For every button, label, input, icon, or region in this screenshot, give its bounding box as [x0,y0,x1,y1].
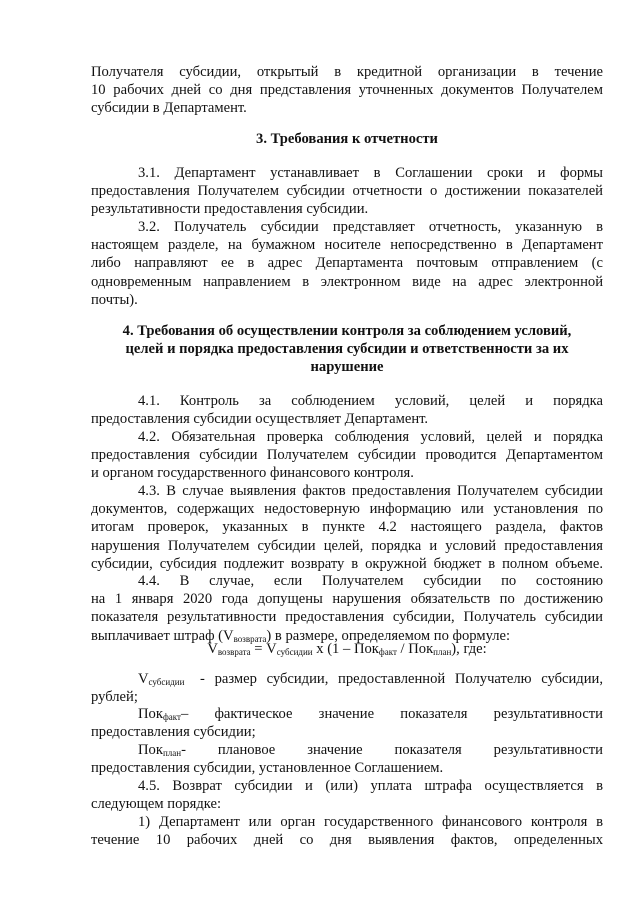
text-line: 4.5. Возврат субсидии и (или) уплата штрафа осуществляется в [138,778,603,794]
formula-part: V [207,641,218,657]
text-line: Получателя субсидии, открытый в кредитной организации в течение [91,64,603,80]
text-line: 4.1. Контроль за соблюдением условий, целей и порядка [138,393,603,409]
text-line: субсидии в Департамент. [91,100,247,117]
text-line: документов, содержащих недостоверную информацию или установления по [91,501,603,518]
text-fragment [138,741,181,759]
text-line [91,670,603,688]
subscript: план [433,647,452,657]
paragraph-3-1 [91,164,603,219]
text-line: 4.3. В случае выявления фактов предоставления Получателем субсидии [138,483,603,499]
subscript: факт [378,647,397,657]
term: Пок [138,706,163,722]
formula-part: x (1 – Пок [312,641,379,657]
definition-pok-plan [91,741,603,777]
text-line: 4.4. В случае, если Получателем субсидии по состоянию [138,573,603,589]
text-line: либо направляют ее в адрес Департамента почтовым отправлением (с [91,255,603,272]
subscript: субсидии [148,677,185,687]
definition-pok-fact [91,705,603,741]
text-line: нарушения Получателем субсидии целей, порядка и условий предоставления [91,537,603,554]
paragraph-3-2 [91,218,603,309]
text-line: 1) Департамент или орган государственного финансового контроля в [138,814,603,830]
subscript: субсидии [276,647,313,657]
text-line: субсидии, субсидия подлежит возврату в окружной бюджет в полном объеме. [91,555,603,572]
text-line: на 1 января 2020 года допущены нарушения обязательств по достижению [91,591,603,608]
text-line: предоставления Получателем субсидии отчетности о достижении показателей [91,183,603,200]
text-line: 3.2. Получатель субсидии представляет отчетность, указанную в [138,219,603,235]
text-line: одновременным направлением в электронном виде на адрес электронной [91,273,603,290]
text-line: 4.2. Обязательная проверка соблюдения условий, целей и порядка [138,429,603,445]
text-line: предоставления субсидии Получателем субсидии проводится Департаментом [91,447,603,464]
paragraph-4-3 [91,482,603,573]
heading-line: целей и порядка предоставления субсидии и ответственности за их [125,341,569,358]
text-line [91,705,603,723]
text-line: течение 10 рабочих дней со дня выявления фактов, определенных [91,832,603,849]
term: Пок [138,742,163,758]
intro-paragraph [91,63,603,118]
text-line: настоящем разделе, на бумажном носителе непосредственно в Департамент [91,237,603,254]
subscript: возврата [217,647,251,657]
text-line: 10 рабочих дней со дня представления уточненных документов Получателем [91,82,603,99]
text-line: почты). [91,291,138,308]
section-3-heading: 3. Требования к отчетности [256,131,438,147]
text-fragment: ) в размере, определяемом по формуле: [266,627,511,644]
text-line: итогам проверок, указанных в пункте 4.2 настоящего раздела, фактов [91,519,603,536]
text-line: следующем порядке: [91,796,222,813]
formula [91,640,603,658]
term: V [138,671,149,687]
subscript: факт [162,712,181,722]
subscript: возврата [233,633,267,644]
paragraph-4-1 [91,392,603,428]
text-line: результативности предоставления субсидии. [91,201,369,218]
text-line: 3.1. Департамент устанавливает в Соглашении сроки и формы [138,165,603,181]
paragraph-4-4 [91,572,603,645]
text-fragment: выплачивает штраф (V [91,627,234,644]
text-fragment [138,670,184,688]
formula-part: = V [250,641,277,657]
text-fragment: - размер субсидии, предоставленной Получателю субсидии, [190,671,603,687]
formula-part: / Пок [396,641,434,657]
subscript: план [162,748,182,758]
text-line: предоставления субсидии; [91,724,256,741]
text-fragment [138,705,181,723]
text-line: предоставления субсидии осуществляет Департамент. [91,411,429,428]
text-fragment: – фактическое значение показателя результативности [180,706,603,722]
section-4-heading [91,322,603,377]
text-line: рублей; [91,689,138,706]
text-line: и органом государственного финансового контроля. [91,465,414,482]
definition-v-subsidy [91,670,603,706]
text-line [91,741,603,759]
text-fragment: - плановое значение показателя результативности [181,742,603,758]
formula-part: ), где: [451,641,487,657]
paragraph-4-2 [91,428,603,483]
heading-line: 4. Требования об осуществлении контроля за соблюдением условий, [122,323,572,339]
paragraph-4-5 [91,777,603,813]
paragraph-4-5-1 [91,813,603,849]
text-line: предоставления субсидии, установленное Соглашением. [91,760,444,777]
heading-line: нарушение [310,359,384,376]
text-line: показателя результативности предоставления субсидии, Получатель субсидии [91,609,603,626]
